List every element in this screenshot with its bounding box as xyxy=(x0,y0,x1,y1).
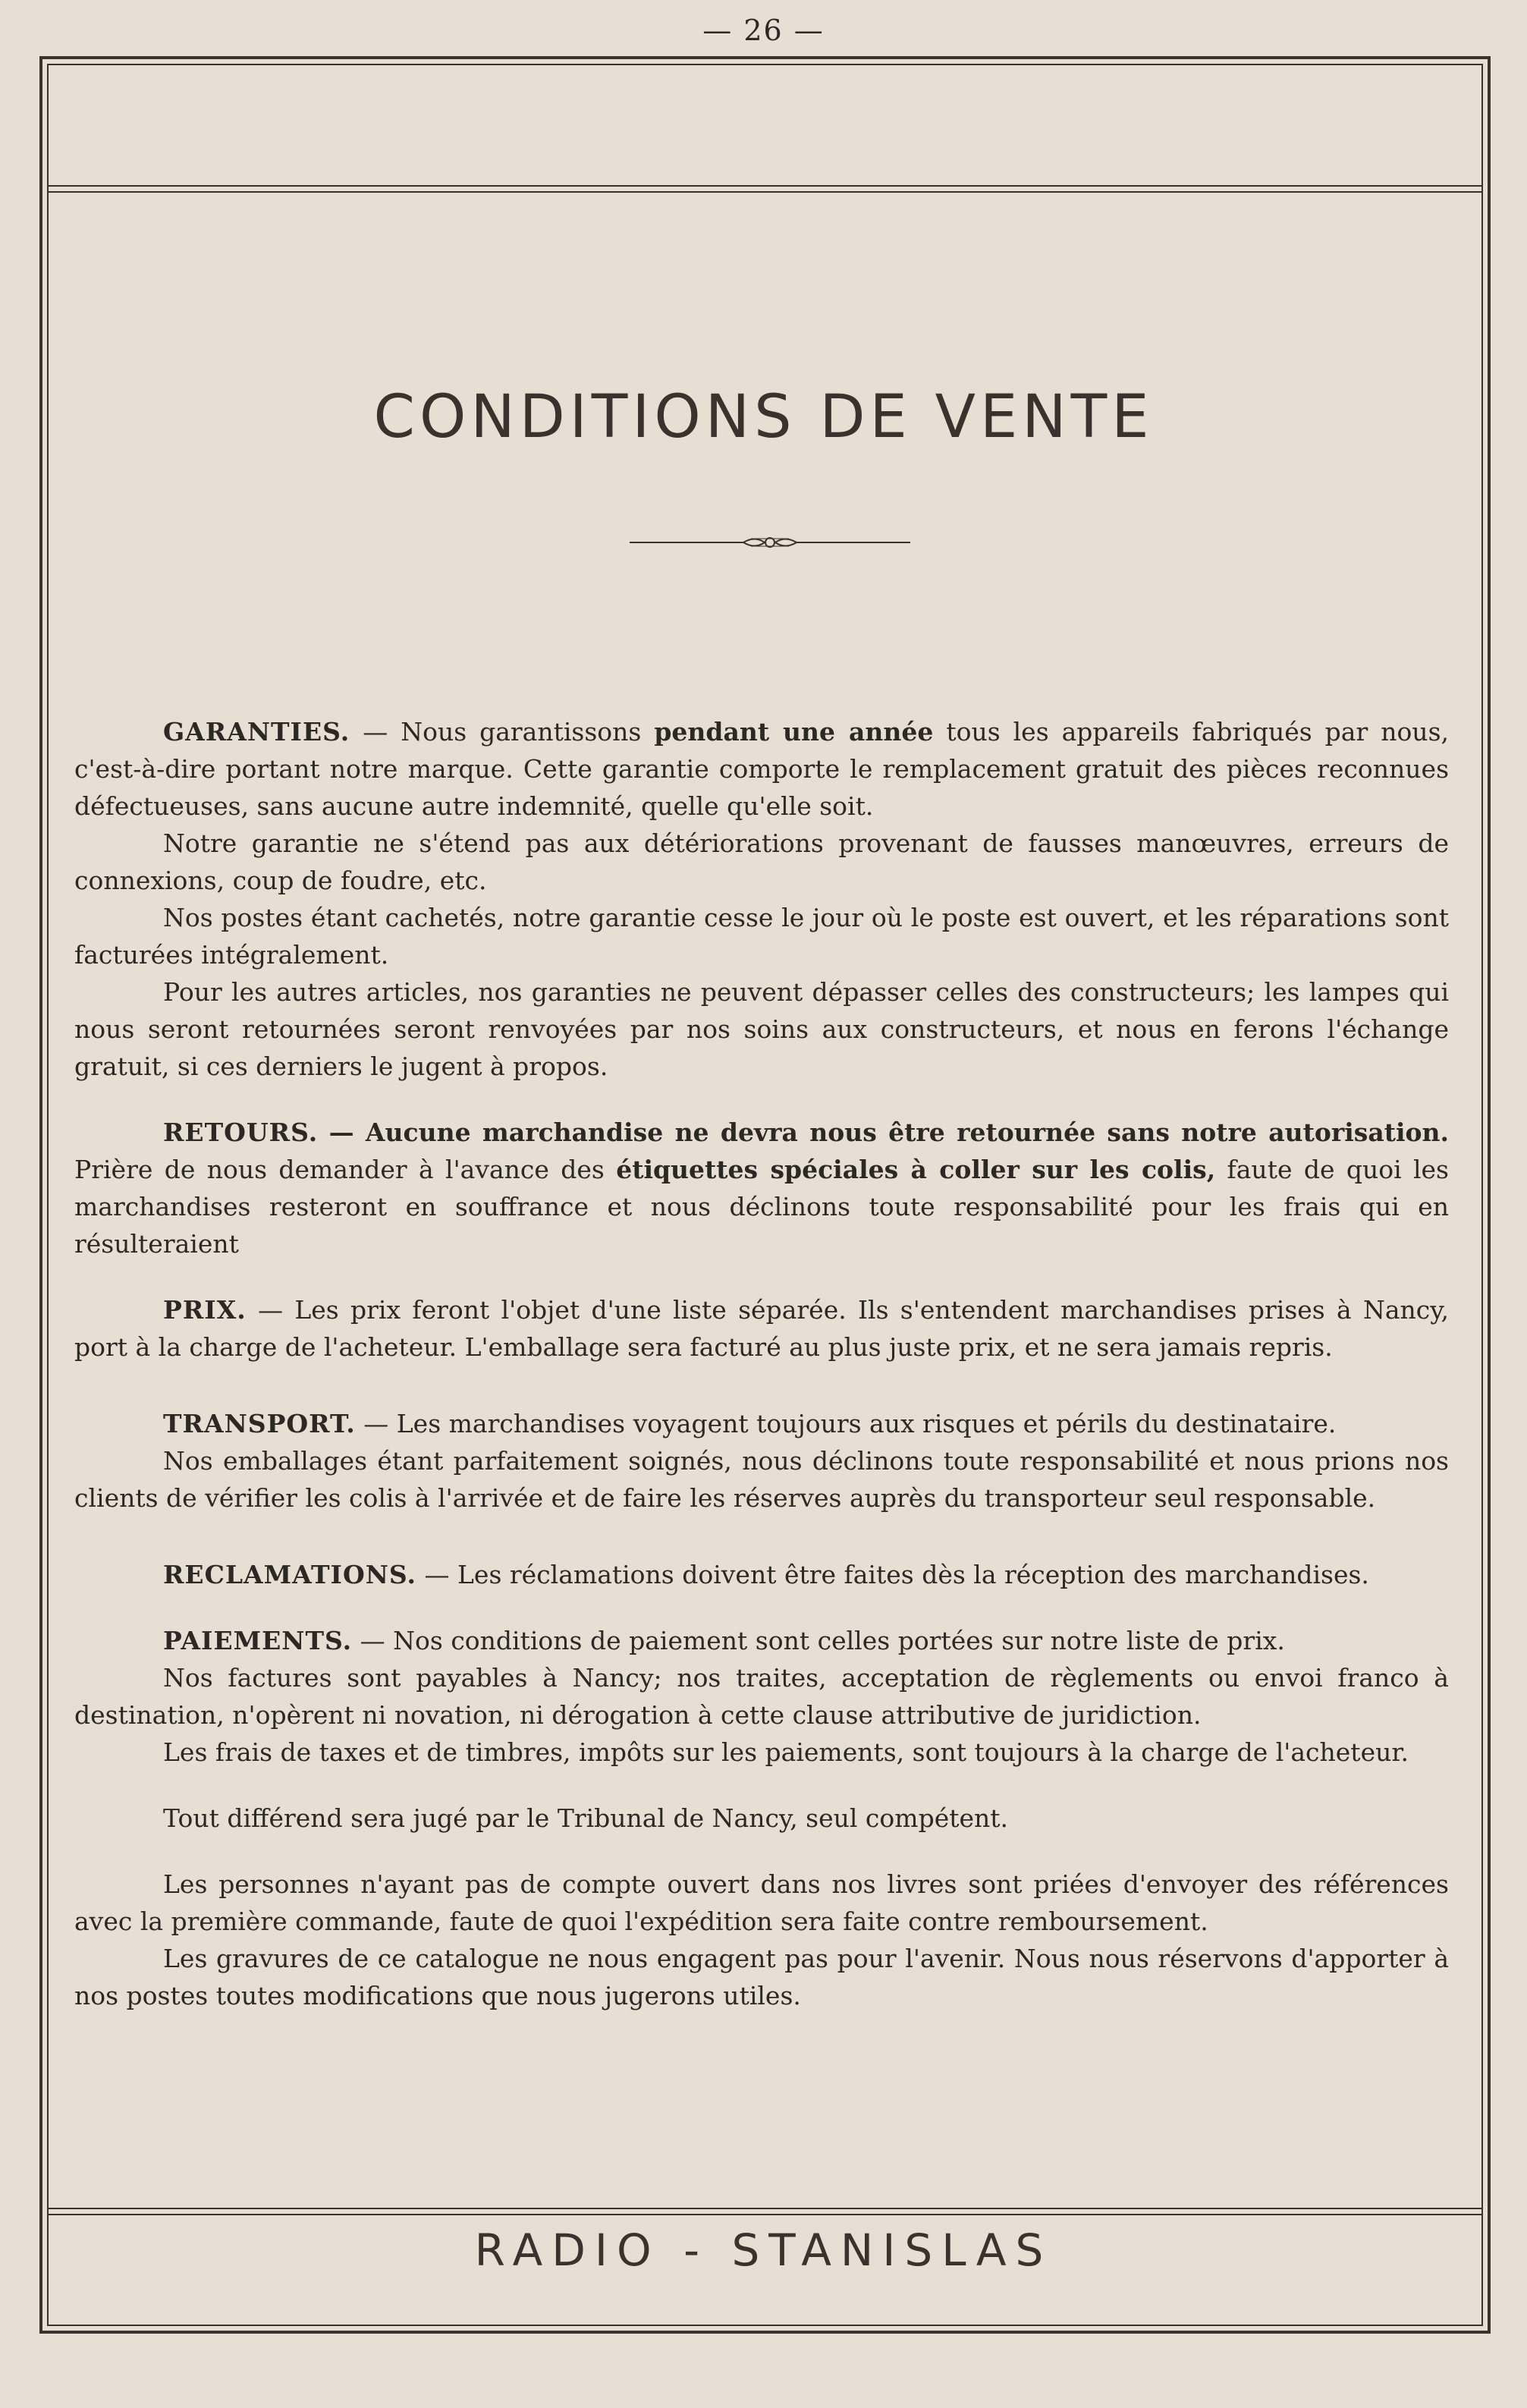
paiements-paragraph-3: Les frais de taxes et de timbres, impôts sur les paiements, sont toujours à la charge de l'acheteur. xyxy=(163,1737,1409,1767)
retours-text-bold-2: étiquettes spéciales à coller sur les colis, xyxy=(616,1155,1216,1184)
page-number: — 26 — xyxy=(702,14,825,47)
footer-rule xyxy=(47,2208,1483,2209)
transport-paragraph-2: Nos emballages étant parfaitement soignés, nous déclinons toute responsabilité et nous prions nos clients de vérifier les colis à l'arrivée et de faire les réserves auprès du transporteur seul responsable. xyxy=(74,1446,1449,1513)
retours-text-2: faute de quoi les marchandises resteront en souffrance et nous déclinons toute responsabilité pour les frais qui en résulteraient xyxy=(74,1155,1449,1259)
retours-paragraph xyxy=(74,1114,1449,1262)
garanties-text-a: — Nous garantissons xyxy=(363,717,655,747)
tribunal-paragraph: Tout différend sera jugé par le Tribunal de Nancy, seul compétent. xyxy=(163,1803,1009,1833)
garanties-heading: GARANTIES. xyxy=(163,717,350,747)
garanties-text-bold: pendant une année xyxy=(654,717,934,747)
garanties-paragraph xyxy=(74,713,1449,825)
garanties-paragraph-3: Nos postes étant cachetés, notre garantie cesse le jour où le poste est ouvert, et les réparations sont facturées intégralement. xyxy=(74,903,1449,970)
prix-paragraph xyxy=(74,1291,1449,1366)
header-rule-double xyxy=(47,191,1483,193)
footer-rule-double xyxy=(47,2214,1483,2215)
reclamations-heading: RECLAMATIONS. xyxy=(163,1560,417,1589)
page-title: CONDITIONS DE VENTE xyxy=(373,383,1154,451)
gravures-paragraph: Les gravures de ce catalogue ne nous engagent pas pour l'avenir. Nous nous réservons d'apporter à nos postes toutes modifications que nous jugerons utiles. xyxy=(74,1944,1449,2010)
references-paragraph: Les personnes n'ayant pas de compte ouvert dans nos livres sont priées d'envoyer des références avec la première commande, faute de quoi l'expédition sera faite contre remboursement. xyxy=(74,1869,1449,1936)
conditions-body xyxy=(74,713,1449,2014)
footer-brand: RADIO - STANISLAS xyxy=(474,2224,1053,2276)
retours-text-1: Prière de nous demander à l'avance des xyxy=(74,1155,617,1184)
paiements-paragraph-2: Nos factures sont payables à Nancy; nos traites, acceptation de règlements ou envoi franco à destination, n'opèrent ni novation, ni dérogation à cette clause attributive de juridiction. xyxy=(74,1663,1449,1730)
header-rule xyxy=(47,185,1483,187)
transport-text: — Les marchandises voyagent toujours aux risques et périls du destinataire. xyxy=(363,1409,1337,1438)
paiements-text: — Nos conditions de paiement sont celles portées sur notre liste de prix. xyxy=(360,1626,1285,1655)
transport-paragraph xyxy=(74,1405,1449,1442)
retours-text-bold-1: — Aucune marchandise ne devra nous être retournée sans notre autorisation. xyxy=(328,1118,1450,1147)
prix-text: — Les prix feront l'objet d'une liste séparée. Ils s'entendent marchandises prises à Nancy, port à la charge de l'acheteur. L'emballage sera facturé au plus juste prix, et ne sera jamais repris. xyxy=(74,1295,1449,1362)
reclamations-text: — Les réclamations doivent être faites dès la réception des marchandises. xyxy=(424,1560,1369,1589)
garanties-paragraph-2: Notre garantie ne s'étend pas aux détériorations provenant de fausses manœuvres, erreurs de connexions, coup de foudre, etc. xyxy=(74,828,1449,895)
reclamations-paragraph xyxy=(74,1556,1449,1593)
transport-heading: TRANSPORT. xyxy=(163,1409,356,1438)
paiements-heading: PAIEMENTS. xyxy=(163,1626,353,1655)
garanties-paragraph-4: Pour les autres articles, nos garanties ne peuvent dépasser celles des constructeurs; les lampes qui nous seront retournées seront renvoyées par nos soins aux constructeurs, et nous en ferons l'échange gratuit, si ces derniers le jugent à propos. xyxy=(74,977,1449,1081)
retours-heading: RETOURS. xyxy=(163,1118,319,1147)
title-ornament-divider xyxy=(630,531,910,554)
prix-heading: PRIX. xyxy=(163,1295,247,1325)
garanties-text-b: tous les appareils fabriqués par nous, c'est-à-dire portant notre marque. Cette garantie comporte le remplacement gratuit des pièces reconnues défectueuses, sans aucune autre indemnité, quelle qu'elle soit. xyxy=(74,717,1449,821)
paiements-paragraph xyxy=(74,1622,1449,1659)
